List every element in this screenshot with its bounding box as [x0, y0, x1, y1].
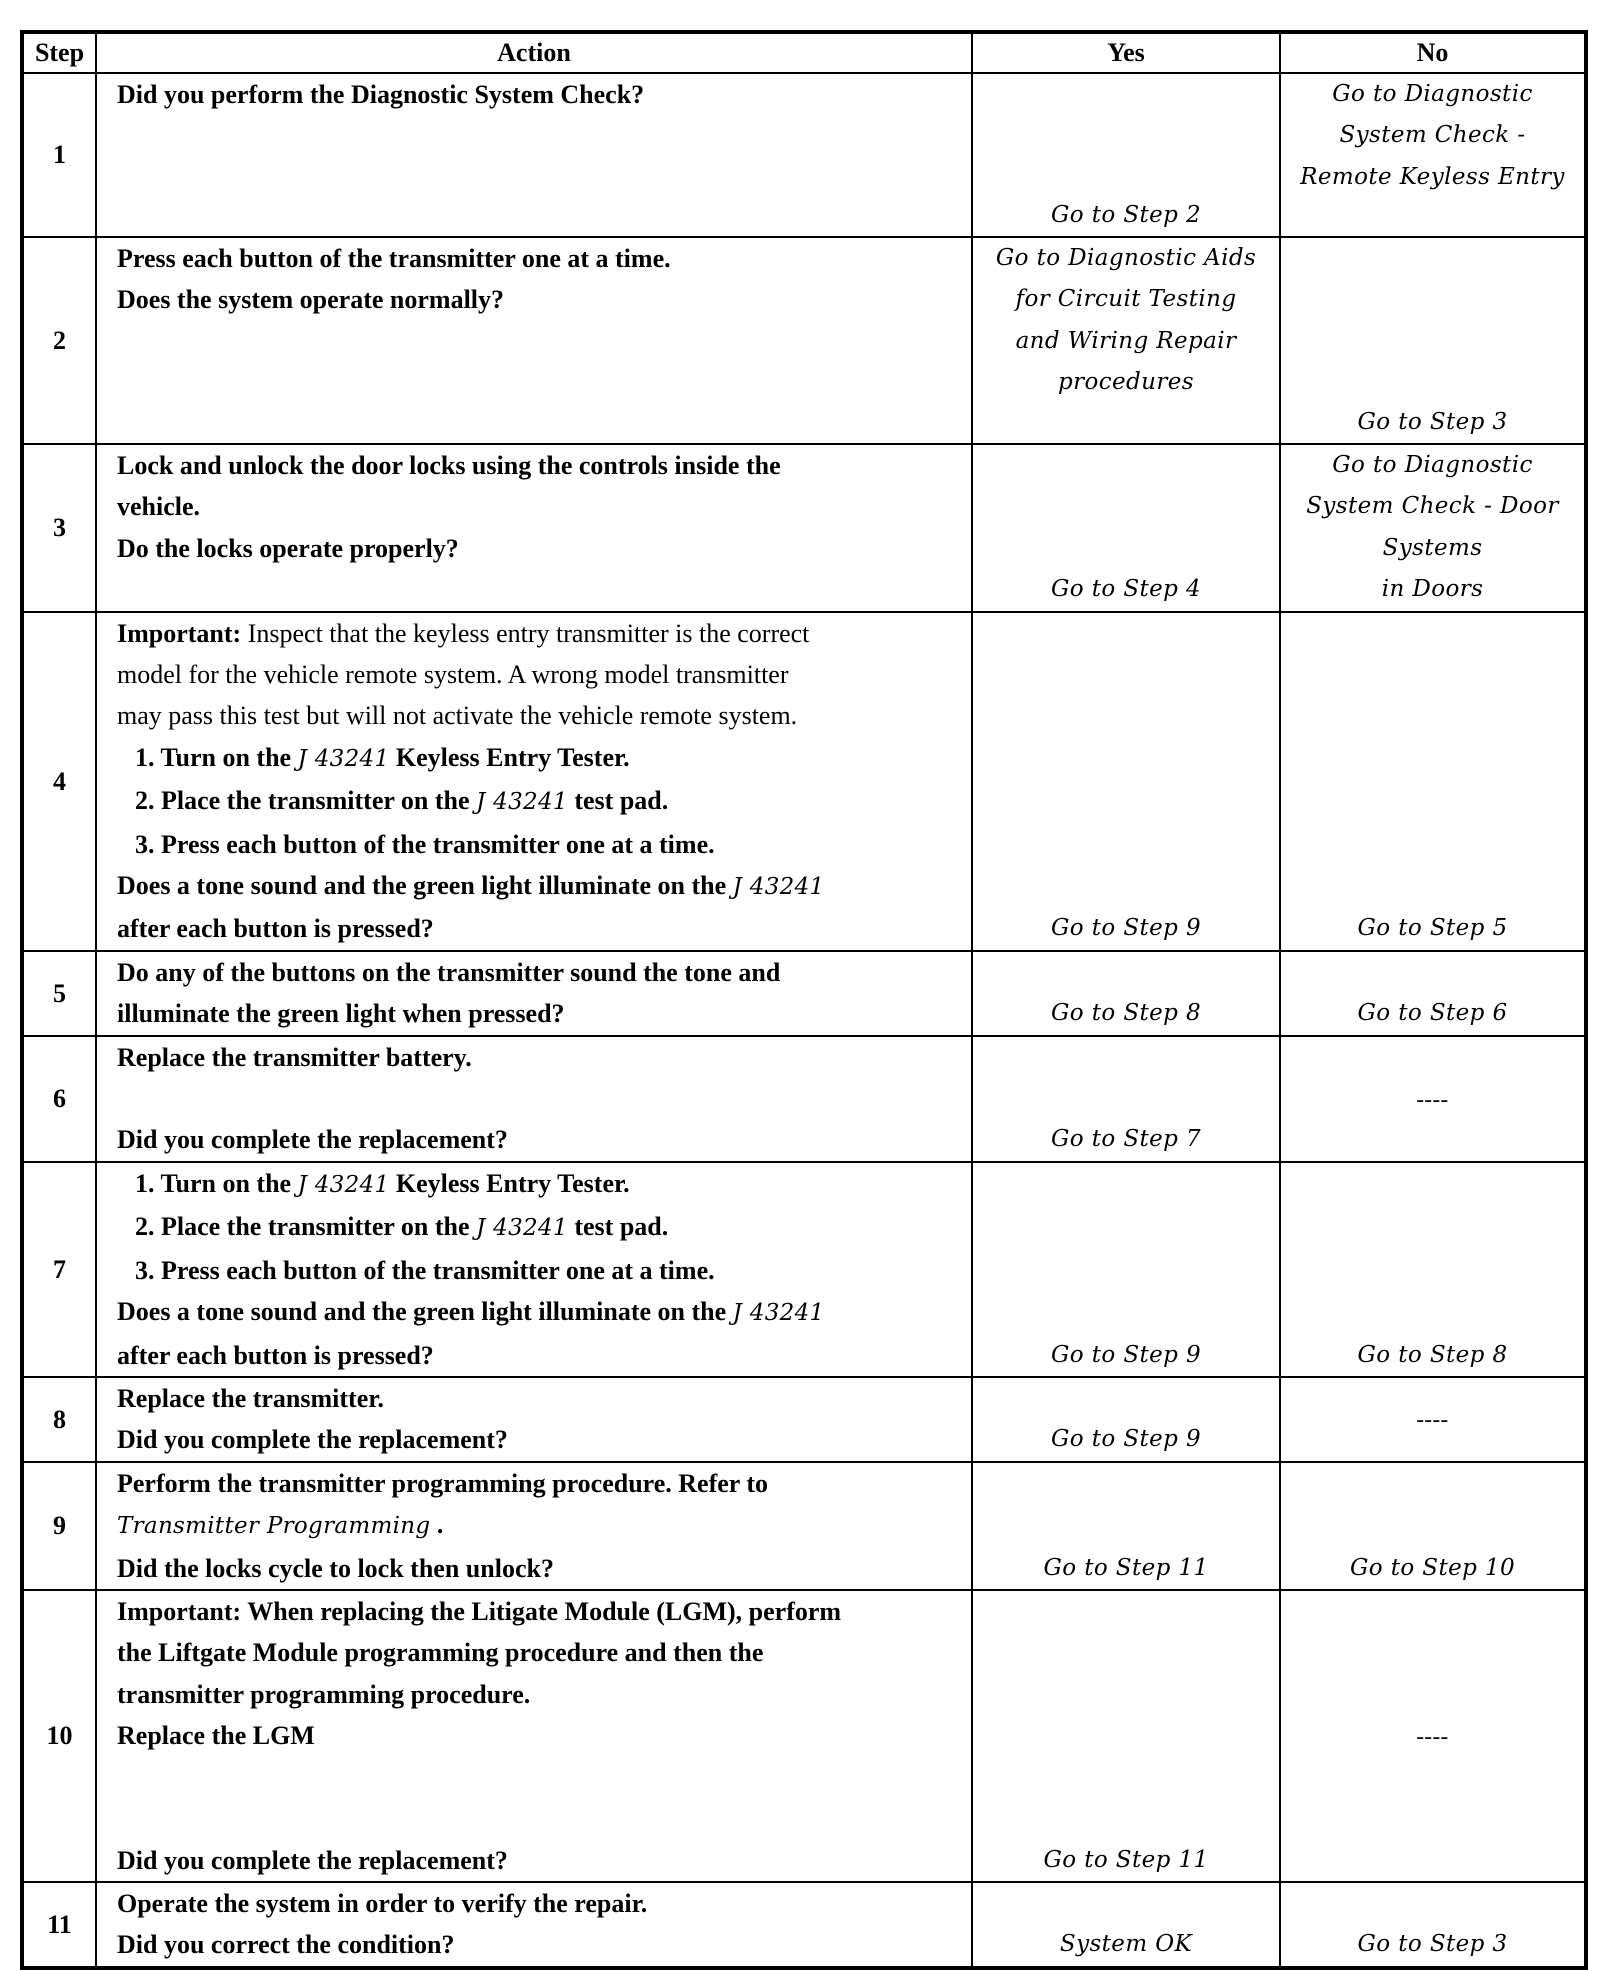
list-text: 1. Turn on the: [135, 742, 298, 772]
important-text: the Liftgate Module programming procedure and then the: [117, 1638, 764, 1668]
no-cell: [1280, 1462, 1586, 1590]
yes-link-line[interactable]: procedures: [1057, 369, 1194, 396]
table-row: [22, 1162, 1586, 1377]
list-text: test pad.: [567, 1212, 669, 1242]
header-no: No: [1280, 32, 1586, 73]
no-link[interactable]: Go to Step 3: [1357, 408, 1508, 435]
table-row: [22, 1882, 1586, 1968]
step-number: 5: [22, 951, 96, 1036]
yes-link[interactable]: Go to Step 9: [1050, 915, 1201, 942]
no-cell: [1280, 444, 1586, 612]
action-line: Do any of the buttons on the transmitter sound the tone and: [117, 957, 781, 987]
question-line: [117, 865, 961, 908]
action-line: Replace the LGM: [117, 1721, 315, 1751]
step-number: 9: [22, 1462, 96, 1590]
yes-cell: [972, 444, 1280, 612]
important-line: [117, 613, 961, 654]
action-line: [117, 1504, 961, 1547]
action-line: Press each button of the transmitter one at a time.: [117, 244, 671, 273]
important-text: transmitter programming procedure.: [117, 1679, 531, 1709]
yes-link[interactable]: Go to Step 11: [1043, 1554, 1209, 1581]
yes-cell: [972, 73, 1280, 237]
yes-link[interactable]: Go to Step 7: [1050, 1126, 1201, 1153]
action-line: Did you correct the condition?: [117, 1930, 455, 1960]
list-text: 2. Place the transmitter on the: [135, 1212, 477, 1242]
header-row: [22, 32, 1586, 73]
table-row: [22, 1462, 1586, 1590]
yes-link[interactable]: Go to Step 11: [1043, 1846, 1209, 1873]
action-cell: [96, 951, 972, 1036]
table-row: [22, 612, 1586, 951]
list-item: [117, 737, 961, 780]
question-line: after each button is pressed?: [117, 914, 434, 944]
list-item: [117, 780, 961, 823]
action-line: Did you complete the replacement?: [117, 1845, 508, 1875]
yes-cell: [972, 1590, 1280, 1882]
table-row: [22, 444, 1586, 612]
yes-link[interactable]: Go to Step 9: [1050, 1341, 1201, 1368]
important-text: When replacing the Litigate Module (LGM), perform: [241, 1596, 842, 1626]
action-line: Replace the transmitter.: [117, 1383, 384, 1413]
action-cell: [96, 1462, 972, 1590]
yes-link[interactable]: Go to Step 4: [1050, 576, 1201, 603]
list-text: 3. Press each button of the transmitter one at a time.: [135, 829, 715, 859]
step-number: 4: [22, 612, 96, 951]
question-text: Does a tone sound and the green light illuminate on the: [117, 1297, 733, 1327]
no-cell: [1280, 73, 1586, 237]
list-text: test pad.: [567, 786, 669, 816]
step-number: 10: [22, 1590, 96, 1882]
action-line: Replace the transmitter battery.: [117, 1042, 472, 1072]
header-yes: Yes: [972, 32, 1280, 73]
no-empty-dash: ----: [1416, 1723, 1449, 1749]
no-link[interactable]: Go to Step 3: [1357, 1931, 1508, 1958]
no-link-line[interactable]: in Doors: [1381, 576, 1484, 603]
yes-cell: [972, 612, 1280, 951]
no-cell: [1280, 1377, 1586, 1462]
action-cell: [96, 1590, 972, 1882]
step-number: 7: [22, 1162, 96, 1377]
yes-link-line[interactable]: and Wiring Repair: [1015, 327, 1237, 354]
action-line: Did the locks cycle to lock then unlock?: [117, 1553, 554, 1583]
action-line: Operate the system in order to verify the repair.: [117, 1888, 648, 1918]
action-cell: [96, 1882, 972, 1968]
list-item: [117, 1206, 961, 1249]
no-empty-dash: ----: [1416, 1086, 1449, 1112]
important-label: Important:: [117, 1596, 242, 1626]
action-line: vehicle.: [117, 492, 201, 522]
yes-cell: [972, 237, 1280, 444]
list-text: Keyless Entry Tester.: [389, 742, 630, 772]
line-spacer: [117, 1078, 961, 1119]
action-cell: [96, 1377, 972, 1462]
action-cell: [96, 1162, 972, 1377]
diagnostic-table: [20, 30, 1588, 1970]
no-cell: [1280, 1590, 1586, 1882]
action-cell: [96, 444, 972, 612]
no-link[interactable]: Go to Step 6: [1357, 1000, 1508, 1027]
no-cell: [1280, 1162, 1586, 1377]
yes-link-line[interactable]: for Circuit Testing: [1015, 286, 1237, 313]
list-text: Keyless Entry Tester.: [389, 1168, 630, 1198]
question-line: [117, 1291, 961, 1334]
procedure-reference[interactable]: Transmitter Programming: [117, 1513, 431, 1540]
step-number: 8: [22, 1377, 96, 1462]
step-number: 11: [22, 1882, 96, 1968]
action-cell: [96, 612, 972, 951]
list-item: [117, 1163, 961, 1206]
no-empty-dash: ----: [1416, 1406, 1449, 1432]
important-label: Important:: [117, 618, 242, 648]
no-link-line[interactable]: System Check -: [1339, 122, 1526, 149]
step-number: 2: [22, 237, 96, 444]
yes-cell: [972, 1377, 1280, 1462]
no-link[interactable]: Go to Step 8: [1357, 1341, 1508, 1368]
punctuation: .: [430, 1510, 444, 1540]
tool-reference: J 43241: [476, 789, 568, 816]
yes-cell: [972, 1036, 1280, 1162]
no-link-line[interactable]: Systems: [1382, 534, 1483, 561]
diagnostic-table-container: [20, 30, 1584, 1970]
no-cell: [1280, 951, 1586, 1036]
yes-link-line[interactable]: Go to Diagnostic Aids: [995, 245, 1257, 271]
yes-link[interactable]: Go to Step 8: [1050, 1000, 1201, 1027]
action-line: Did you complete the replacement?: [117, 1125, 508, 1155]
question-text: Does a tone sound and the green light illuminate on the: [117, 871, 733, 901]
tool-reference: J 43241: [732, 874, 825, 901]
yes-link[interactable]: Go to Step 9: [1050, 1426, 1201, 1453]
no-link-line[interactable]: System Check - Door: [1306, 493, 1559, 520]
no-link-line[interactable]: Remote Keyless Entry: [1300, 163, 1565, 190]
table-row: [22, 237, 1586, 444]
tool-reference: J 43241: [732, 1300, 825, 1327]
table-row: [22, 951, 1586, 1036]
list-item: [117, 824, 961, 865]
no-link[interactable]: Go to Step 5: [1357, 915, 1508, 942]
step-number: 1: [22, 73, 96, 237]
list-item: [117, 1250, 961, 1291]
yes-cell: [972, 1162, 1280, 1377]
important-line: [117, 1591, 961, 1632]
header-step: Step: [22, 32, 96, 73]
action-line: Does the system operate normally?: [117, 285, 505, 315]
no-link[interactable]: Go to Step 10: [1349, 1554, 1516, 1581]
yes-link[interactable]: Go to Step 2: [1050, 201, 1201, 228]
header-action: Action: [96, 32, 972, 73]
question-line: after each button is pressed?: [117, 1340, 434, 1370]
action-line: Did you perform the Diagnostic System Check?: [117, 80, 645, 109]
tool-reference: J 43241: [476, 1215, 568, 1242]
important-text: model for the vehicle remote system. A wrong model transmitter: [117, 660, 789, 690]
action-line: illuminate the green light when pressed?: [117, 999, 565, 1029]
yes-cell: [972, 951, 1280, 1036]
step-number: 3: [22, 444, 96, 612]
no-cell: [1280, 612, 1586, 951]
yes-cell: [972, 1462, 1280, 1590]
table-row: [22, 1036, 1586, 1162]
no-cell: [1280, 237, 1586, 444]
action-cell: [96, 73, 972, 237]
yes-cell: [972, 1882, 1280, 1968]
action-line: Did you complete the replacement?: [117, 1425, 508, 1455]
table-row: [22, 73, 1586, 237]
action-line: Lock and unlock the door locks using the controls inside the: [117, 451, 781, 480]
list-text: 2. Place the transmitter on the: [135, 786, 477, 816]
table-row: [22, 1377, 1586, 1462]
important-text: Inspect that the keyless entry transmitter is the correct: [241, 618, 810, 648]
action-cell: [96, 1036, 972, 1162]
action-line: Perform the transmitter programming procedure. Refer to: [117, 1468, 769, 1498]
tool-reference: J 43241: [297, 745, 390, 772]
no-link-line[interactable]: Go to Diagnostic: [1332, 452, 1533, 478]
list-text: 1. Turn on the: [135, 1168, 298, 1198]
important-text: may pass this test but will not activate the vehicle remote system.: [117, 701, 798, 731]
yes-result: System OK: [1059, 1931, 1193, 1958]
no-link-line[interactable]: Go to Diagnostic: [1332, 81, 1533, 107]
table-row: [22, 1590, 1586, 1882]
list-text: 3. Press each button of the transmitter one at a time.: [135, 1255, 715, 1285]
action-line: Do the locks operate properly?: [117, 533, 459, 563]
action-cell: [96, 237, 972, 444]
step-number: 6: [22, 1036, 96, 1162]
tool-reference: J 43241: [297, 1171, 390, 1198]
no-cell: [1280, 1036, 1586, 1162]
no-cell: [1280, 1882, 1586, 1968]
